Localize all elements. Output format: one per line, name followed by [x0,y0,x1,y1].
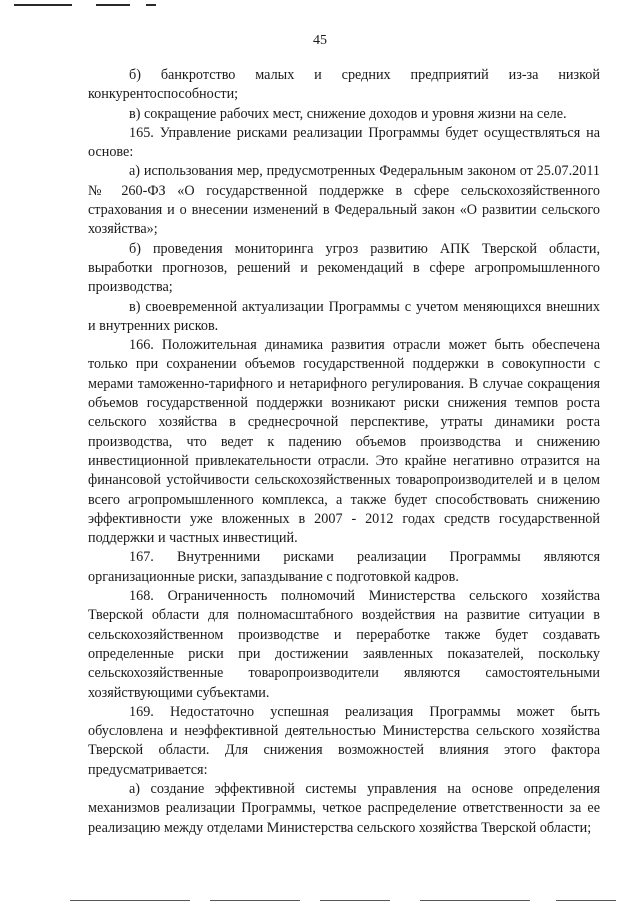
paragraph: а) использования мер, предусмотренных Федеральным законом от 25.07.2011 № 260-ФЗ «О государственной поддержке в сфере сельскохозяйственного страхования и о внесении изменений в Федеральный закон «О развитии сельского хозяйства»; [88,163,600,238]
paragraph: в) сокращение рабочих мест, снижение доходов и уровня жизни на селе. [129,105,567,122]
scan-mark [556,900,616,901]
paragraph: 167. Внутренними рисками реализации Программы являются организационные риски, запаздывание с подготовкой кадров. [88,549,600,585]
scan-mark [70,900,190,901]
scan-mark [14,4,72,6]
paragraph: 168. Ограниченность полномочий Министерства сельского хозяйства Тверской области для полномасштабного воздействия на развитие ситуации в сельскохозяйственном производстве и переработке также будет создавать определенные риски при достижении заявленных показателей, поскольку сельскохозяйственные товаропроизводители являются самостоятельными хозяйствующими субъектами. [88,588,600,701]
paragraph: в) своевременной актуализации Программы с учетом меняющихся внешних и внутренних рисков. [88,298,600,334]
scan-mark [96,4,130,6]
scan-mark [420,900,530,901]
paragraph: 169. Недостаточно успешная реализация Программы может быть обусловлена и неэффективной деятельностью Министерства сельского хозяйства Тверской области. Для снижения возможностей влияния этого фактора предусматривается: [88,703,600,778]
paragraph: 165. Управление рисками реализации Программы будет осуществляться на основе: [88,124,600,161]
paragraph: б) проведения мониторинга угроз развитию АПК Тверской области, выработки прогнозов, решений и рекомендаций в сфере агропромышленного производства; [88,240,600,296]
paragraph: 166. Положительная динамика развития отрасли может быть обеспечена только при сохранении объемов государственной поддержки в совокупности с мерами таможенно-тарифного и нетарифного регулирования. В случае сокращения объемов государственной поддержки возникают риски снижения темпов роста сельского хозяйства в среднесрочной перспективе, утраты динамики роста производства, что ведет к падению объемов производства и снижению инвестиционной привлекательности отрасли. Это крайне негативно отразится на финансовой устойчивости сельскохозяйственных товаропроизводителей и в целом всего агропромышленного комплекса, а также будет способствовать снижению эффективности уже вложенных в 2007 - 2012 годах средств государственной поддержки и частных инвестиций. [88,337,600,547]
document-body [88,66,600,838]
scan-mark [146,4,156,6]
paragraph: б) банкротство малых и средних предприятий из-за низкой конкурентоспособности; [88,67,600,103]
scan-mark [210,900,300,901]
paragraph: а) создание эффективной системы управления на основе определения механизмов реализации Программы, четкое распределение ответственности за ее реализацию между отделами Министерства сельского хозяйства Тверской области; [88,780,600,836]
scan-top-edge-marks [0,0,640,14]
scan-mark [320,900,390,901]
scan-bottom-edge-marks [0,895,640,903]
page-number: 45 [313,33,327,48]
